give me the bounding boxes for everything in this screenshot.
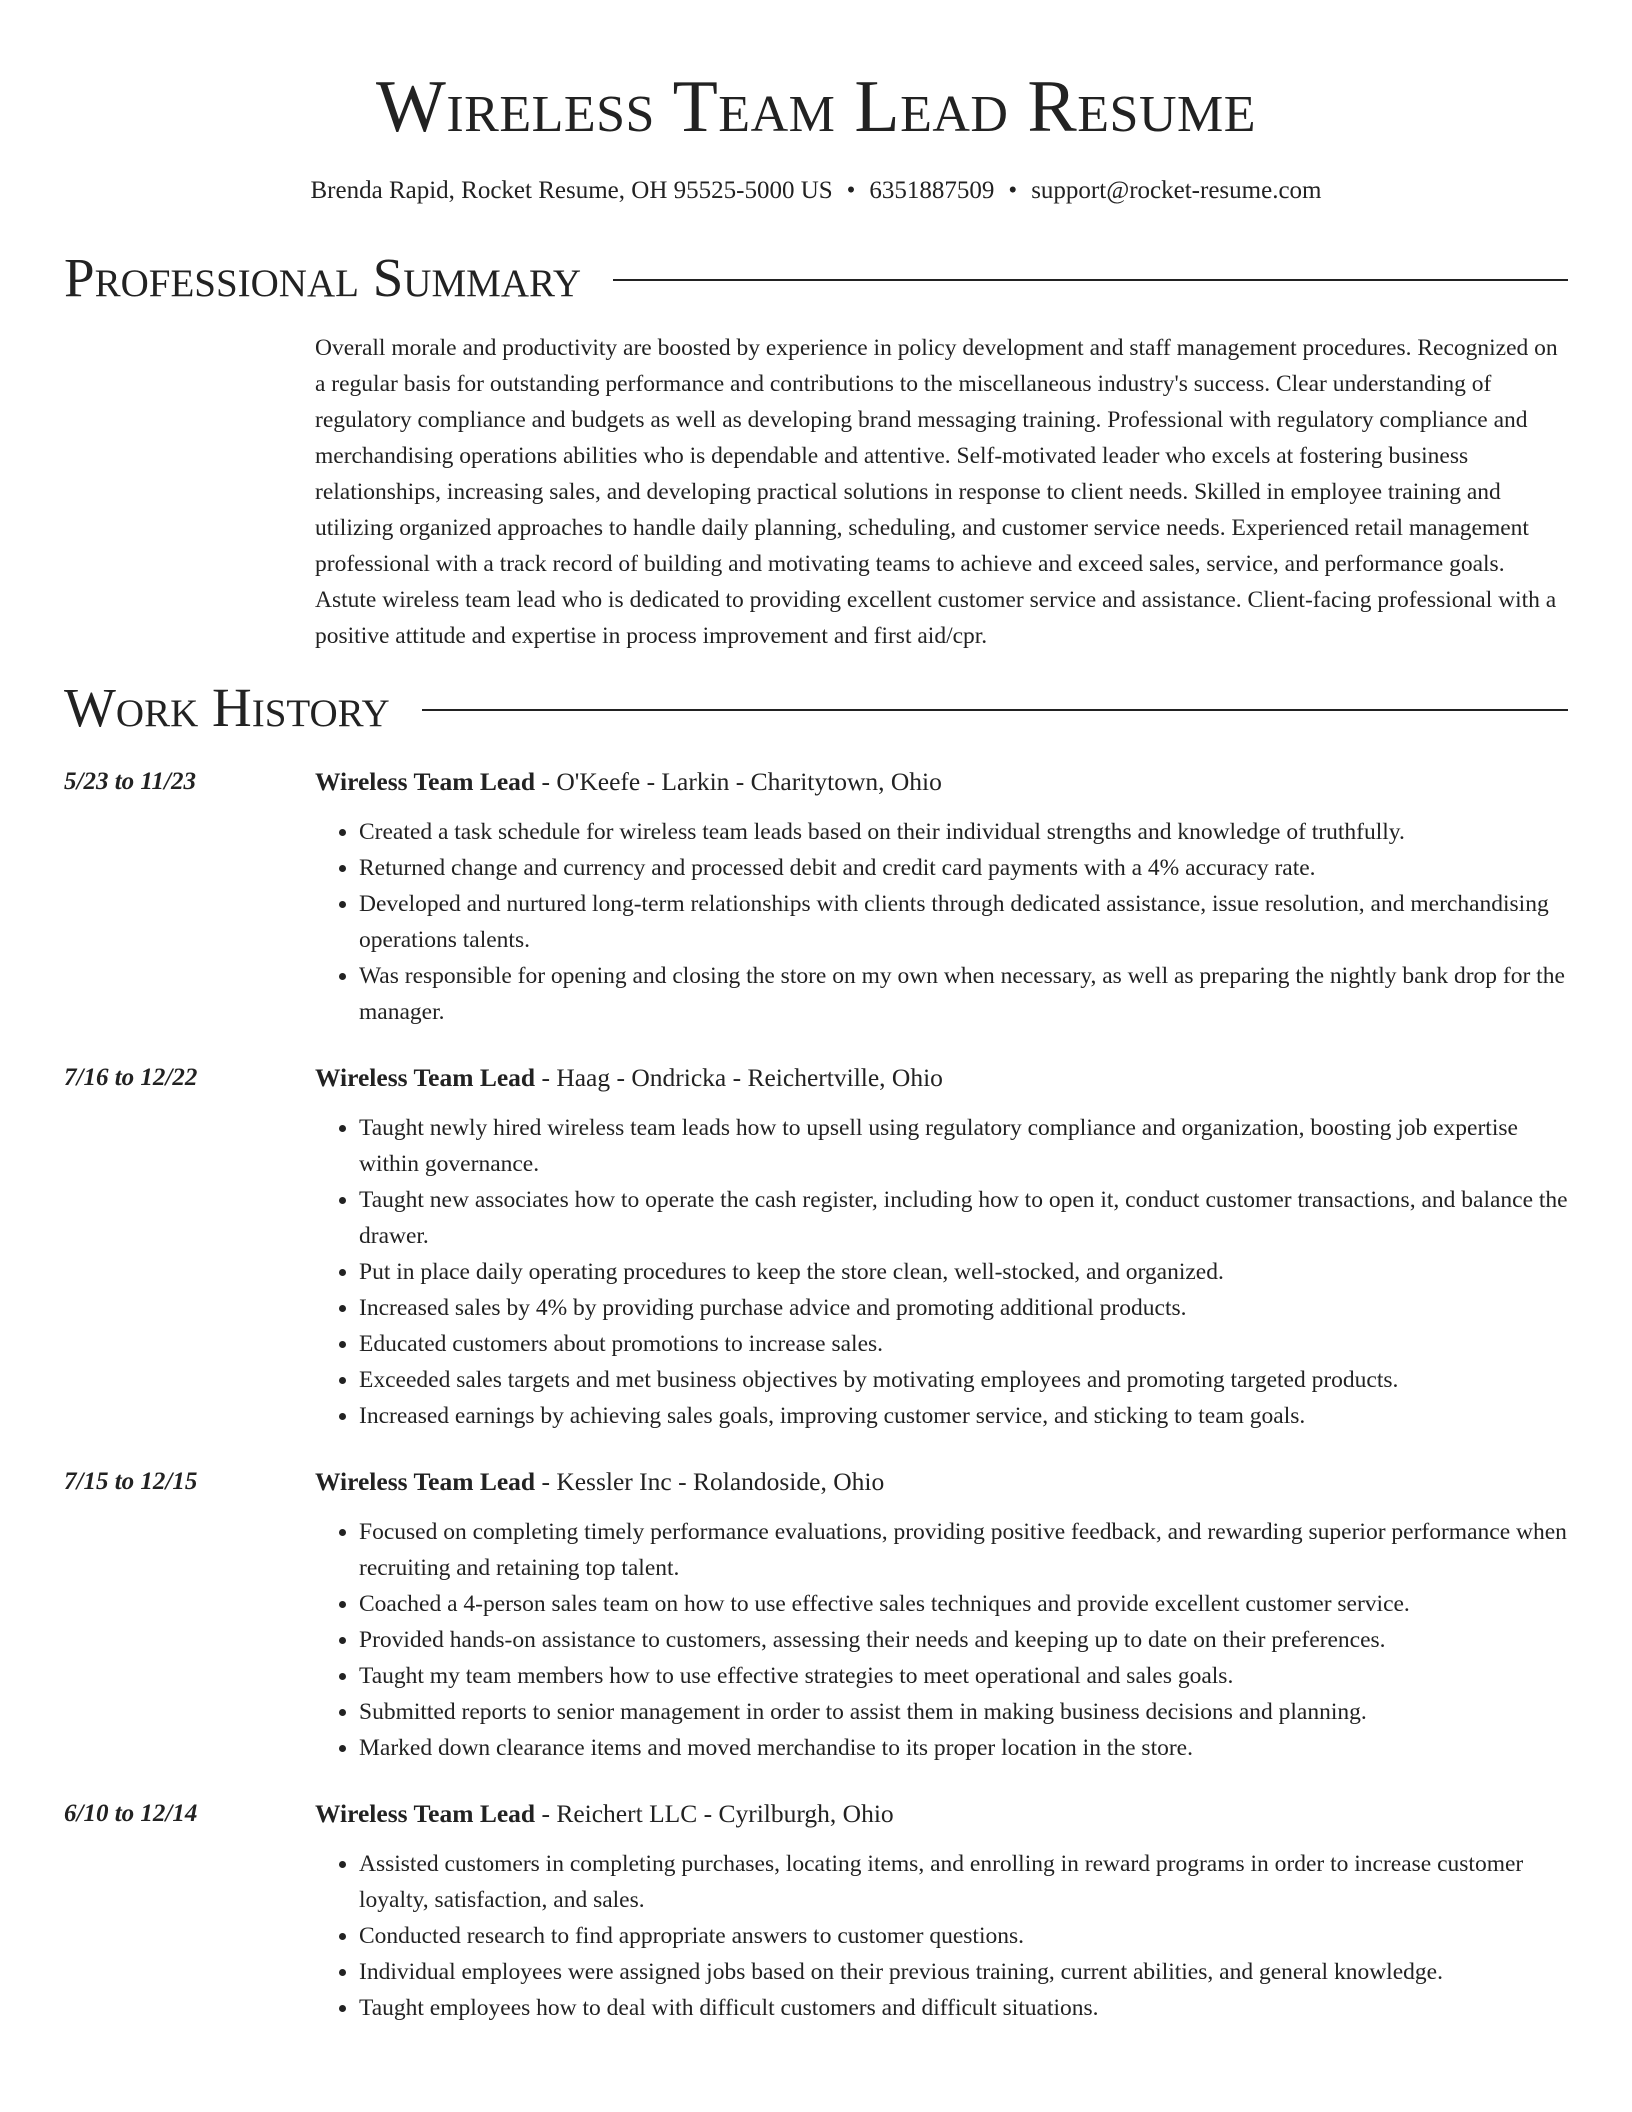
job-bullet-item: • Coached a 4-person sales team on how to use effective sales techniques and provide excellent customer service.: [359, 1586, 1568, 1622]
work-section-heading: [64, 676, 1568, 740]
job-bullet-item: • Returned change and currency and processed debit and credit card payments with a 4% accuracy rate.: [359, 850, 1568, 886]
work-heading-label: Work History: [64, 677, 390, 738]
job-bullet-item: • Focused on completing timely performance evaluations, providing positive feedback, and rewarding superior performance when recruiting and retaining top talent.: [359, 1514, 1568, 1586]
job-bullet-item: • Educated customers about promotions to increase sales.: [359, 1326, 1568, 1362]
job-entry: [64, 1464, 1568, 1766]
job-body: [315, 1060, 1568, 1434]
contact-separator: •: [846, 177, 856, 204]
job-dates: 7/16 to 12/22: [64, 1064, 198, 1091]
job-role: Wireless Team Lead: [315, 1467, 536, 1496]
job-dates: 5/23 to 11/23: [64, 768, 196, 795]
contact-address: Brenda Rapid, Rocket Resume, OH 95525-5000 US: [310, 177, 833, 204]
resume-title: Wireless Team Lead Resume: [375, 66, 1257, 148]
job-bullet-item: • Put in place daily operating procedures to keep the store clean, well-stocked, and organized.: [359, 1254, 1568, 1290]
job-bullet-item: • Taught my team members how to use effective strategies to meet operational and sales goals.: [359, 1658, 1568, 1694]
job-bullets: [315, 1110, 1568, 1434]
job-role: Wireless Team Lead: [315, 1063, 536, 1092]
contact-separator: •: [1008, 177, 1018, 204]
work-history-list: [64, 764, 1568, 2026]
job-body: [315, 1796, 1568, 2026]
job-title-line: [315, 1060, 1568, 1096]
job-entry: [64, 1796, 1568, 2026]
job-title-line: [315, 764, 1568, 800]
job-role: Wireless Team Lead: [315, 1799, 536, 1828]
job-company-location: - Haag - Ondricka - Reichertville, Ohio: [535, 1063, 943, 1092]
job-bullet-item: • Marked down clearance items and moved merchandise to its proper location in the store.: [359, 1730, 1568, 1766]
contact-phone: 6351887509: [869, 177, 995, 204]
job-entry: [64, 1060, 1568, 1434]
job-bullet-item: • Taught new associates how to operate the cash register, including how to open it, conduct customer transactions, and balance the drawer.: [359, 1182, 1568, 1254]
contact-email: support@rocket-resume.com: [1031, 177, 1322, 204]
job-bullet-item: • Assisted customers in completing purchases, locating items, and enrolling in reward programs in order to increase customer loyalty, satisfaction, and sales.: [359, 1846, 1568, 1918]
job-body: [315, 1464, 1568, 1766]
job-company-location: - Kessler Inc - Rolandoside, Ohio: [535, 1467, 885, 1496]
contact-line: [64, 174, 1568, 208]
job-bullet-item: • Taught employees how to deal with difficult customers and difficult situations.: [359, 1990, 1568, 2026]
job-bullet-item: • Individual employees were assigned jobs based on their previous training, current abilities, and general knowledge.: [359, 1954, 1568, 1990]
job-bullet-item: • Provided hands-on assistance to customers, assessing their needs and keeping up to date on their preferences.: [359, 1622, 1568, 1658]
summary-section-heading: [64, 246, 1568, 310]
job-company-location: - O'Keefe - Larkin - Charitytown, Ohio: [535, 767, 942, 796]
job-bullet-item: • Increased earnings by achieving sales goals, improving customer service, and sticking to team goals.: [359, 1398, 1568, 1434]
job-bullet-item: • Was responsible for opening and closing the store on my own when necessary, as well as preparing the nightly bank drop for the manager.: [359, 958, 1568, 1030]
job-body: [315, 764, 1568, 1030]
job-bullet-item: • Developed and nurtured long-term relationships with clients through dedicated assistance, issue resolution, and merchandising operations talents.: [359, 886, 1568, 958]
job-bullet-item: • Created a task schedule for wireless team leads based on their individual strengths and knowledge of truthfully.: [359, 814, 1568, 850]
job-bullets: [315, 1514, 1568, 1766]
job-bullet-item: • Taught newly hired wireless team leads how to upsell using regulatory compliance and organization, boosting job expertise within governance.: [359, 1110, 1568, 1182]
job-bullets: [315, 814, 1568, 1030]
job-bullet-item: • Exceeded sales targets and met business objectives by motivating employees and promoting targeted products.: [359, 1362, 1568, 1398]
work-heading-rule: [422, 709, 1568, 711]
job-bullet-item: • Increased sales by 4% by providing purchase advice and promoting additional products.: [359, 1290, 1568, 1326]
summary-text: Overall morale and productivity are boosted by experience in policy development and staff management procedures. Recognized on a regular basis for outstanding performance and contributions to the miscellaneous industry's success. Clear understanding of regulatory compliance and budgets as well as developing brand messaging training. Professional with regulatory compliance and merchandising operations abilities who is dependable and attentive. Self-motivated leader who excels at fostering business relationships, increasing sales, and developing practical solutions in response to client needs. Skilled in employee training and utilizing organized approaches to handle daily planning, scheduling, and customer service needs. Experienced retail management professional with a track record of building and motivating teams to achieve and exceed sales, service, and performance goals. Astute wireless team lead who is dedicated to providing excellent customer service and assistance. Client-facing professional with a positive attitude and expertise in process improvement and first aid/cpr.: [315, 335, 1558, 649]
summary-heading-rule: [613, 279, 1568, 281]
job-entry: [64, 764, 1568, 1030]
job-dates: 7/15 to 12/15: [64, 1468, 198, 1495]
job-bullets: [315, 1846, 1568, 2026]
job-company-location: - Reichert LLC - Cyrilburgh, Ohio: [535, 1799, 894, 1828]
job-bullet-item: • Submitted reports to senior management in order to assist them in making business decisions and planning.: [359, 1694, 1568, 1730]
job-title-line: [315, 1464, 1568, 1500]
summary-heading-label: Professional Summary: [64, 247, 582, 308]
job-bullet-item: • Conducted research to find appropriate answers to customer questions.: [359, 1918, 1568, 1954]
job-dates: 6/10 to 12/14: [64, 1800, 198, 1827]
job-title-line: [315, 1796, 1568, 1832]
job-role: Wireless Team Lead: [315, 767, 536, 796]
